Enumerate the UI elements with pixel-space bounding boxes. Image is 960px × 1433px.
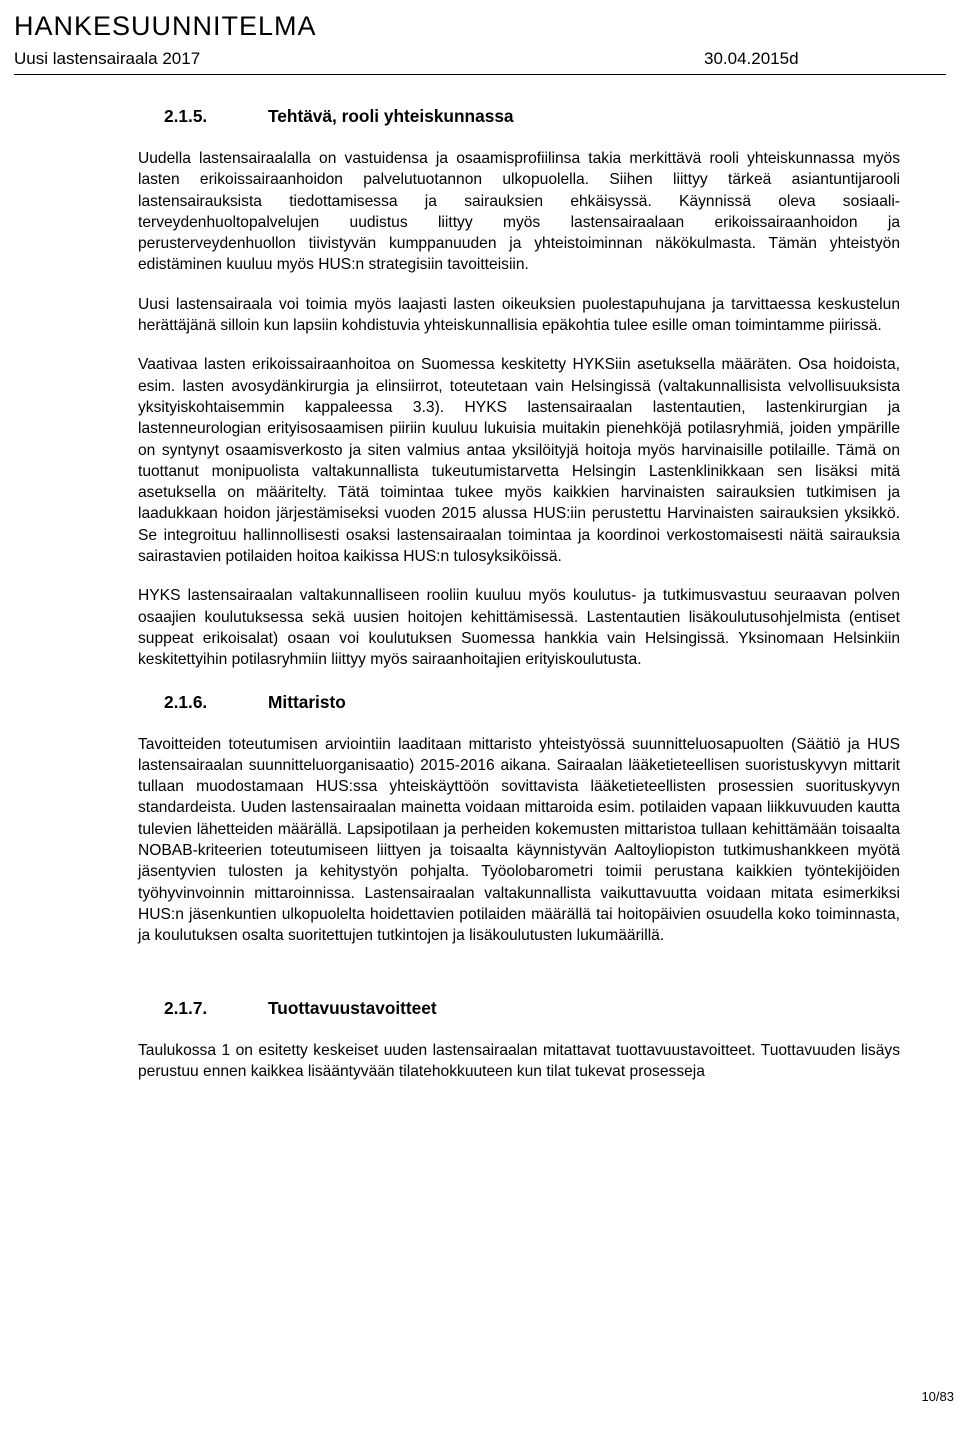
document-body: [138, 103, 900, 1100]
section-title: Tehtävä, rooli yhteiskunnassa: [268, 106, 514, 126]
paragraph: Uusi lastensairaala voi toimia myös laajasti lasten oikeuksien puolestapuhujana ja tarvittaessa keskustelun herättäjänä silloin kun lapsiin kohdistuvia yhteiskunnallisia epäkohtia tulee esille oman toimintamme piirissä.: [138, 295, 900, 335]
page-number: 10/83: [921, 1389, 954, 1404]
header-divider: [14, 74, 946, 75]
spacer: [138, 965, 900, 995]
paragraph: Vaativaa lasten erikoissairaanhoitoa on Suomessa keskitetty HYKSiin asetuksella määräten. Osa hoidoista, esim. lasten avosydänkirurgia ja elinsiirrot, toteutetaan vain Helsingissä (valtakunnallisista velvollisuuksista yksityiskohtaisemmin kappaleessa 3.3). HYKS lastensairaalan lastentautien, lastenkirurgian ja lastenneurologian erityisosaamisen piiriin kuuluu lukuisia muitakin pienehköjä potilasryhmiä, joiden ympärille on syntynyt osaamisverkosto ja siten valmius antaa yksilöityjä hoitoja myös harvinaisille potilaille. Tämä on tuottanut monipuolista valtakunnallista tukeutumistarvetta Helsingin Lastenklinikkaan sen lisäksi mitä asetuksella on määritelty. Tätä toimintaa tukee myös kaikkien harvinaisten sairauksien tutkimisen ja laadukkaan hoidon järjestämiseksi vuoden 2015 alussa HUS:iin perustettu Harvinaisten sairauksien yksikkö. Se integroituu hallinnollisesti osaksi lastensairaalan toimintaa ja koordinoi verkostomaisesti näitä sairauksia sairastavien potilaiden hoitoa kaikissa HUS:n tulosyksiköissä.: [138, 356, 900, 566]
section-heading-2-1-7: [164, 995, 900, 1021]
paragraph: Tavoitteiden toteutumisen arviointiin laaditaan mittaristo yhteistyössä suunnitteluosapuolten (Säätiö ja HUS lastensairaalan suunnitteluorganisaatio) 2015-2016 aikana. Sairaalan lääketieteellisen suoristuskyvyn mittarit tullaan muodostamaan HUS:ssa yhteiskäyttöön sovittavista lääketieteellisten prosessien suorituskyvyn standardeista. Uuden lastensairaalan mainetta voidaan mittaroida esim. potilaiden vapaan liikkuvuuden kautta tulevien lähetteiden määrällä. Lapsipotilaan ja perheiden kokemusten mittaristoa tullaan kehittämään toisaalta NOBAB-kriteerien toteutumiseen liittyen ja toisaalta käynnistyvän Aaltoyliopiston tutkimushankkeen myötä jäsentyvien tulosten ja kehitystyön pohjalta. Työolobarometri toimii perustana kaikkien työntekijöiden työhyvinvoinnin mittaroinnissa. Lastensairaalan valtakunnallista vaikuttavuutta voidaan mitata esimerkiksi HUS:n jäsenkuntien ulkopuolelta hoidettavien potilaiden määrällä tai hoitopäivien osuudella koko toiminnasta, ja koulutuksen osalta suoritettujen tutkintojen ja lisäkoulutusten lukumäärillä.: [138, 735, 900, 945]
document-header: [14, 10, 946, 70]
paragraph: Taulukossa 1 on esitetty keskeiset uuden lastensairaalan mitattavat tuottavuustavoitteet. Tuottavuuden lisäys perustuu ennen kaikkea lisääntyvään tilatehokkuuteen kun tilat tukevat prosesseja: [138, 1041, 900, 1080]
document-subheader: [14, 48, 946, 70]
section-title: Tuottavuustavoitteet: [268, 997, 437, 1018]
paragraph: HYKS lastensairaalan valtakunnalliseen rooliin kuuluu myös koulutus- ja tutkimusvastuu seuraavan polven osaajien koulutuksessa sekä uusien hoitojen kehittämisessä. Lastentautien lisäkoulutusohjelmista (entiset suppeat erikoisalat) osaan voi koulutuksen Suomessa hankkia vain Helsingissä. Yksinomaan Helsinkiin keskitettyihin potilasryhmiin liittyy myös sairaanhoitajien erityiskoulutusta.: [138, 587, 900, 669]
project-name: Uusi lastensairaala 2017: [14, 49, 201, 68]
section-heading-2-1-6: [164, 689, 900, 715]
document-date: 30.04.2015d: [704, 49, 799, 68]
paragraph: Uudella lastensairaalalla on vastuidensa ja osaamisprofiilinsa takia merkittävä rooli yhteiskunnassa myös lasten erikoissairaanhoidon palvelutuotannon ulkopuolella. Siihen liittyy tärkeä asiantuntijarooli lastensairauksista tiedottamisessa ja sairauksien ehkäisyssä. Käynnissä oleva sosiaali- terveydenhuoltopalvelujen uudistus liittyy myös lastensairaalaan erikoissairaanhoidon ja perusterveydenhuollon tiivistyvän kumppanuuden ja yhteistoiminnan näkökulmasta. Tämän yhteistyön edistäminen kuuluu myös HUS:n strategisiin tavoitteisiin.: [138, 150, 900, 274]
document-title: HANKESUUNNITELMA: [14, 11, 317, 41]
section-number: 2.1.6.: [164, 691, 208, 712]
section-heading-2-1-5: [164, 103, 900, 129]
section-number: 2.1.7.: [164, 997, 208, 1018]
section-number: 2.1.5.: [164, 106, 208, 126]
section-title: Mittaristo: [268, 691, 346, 712]
